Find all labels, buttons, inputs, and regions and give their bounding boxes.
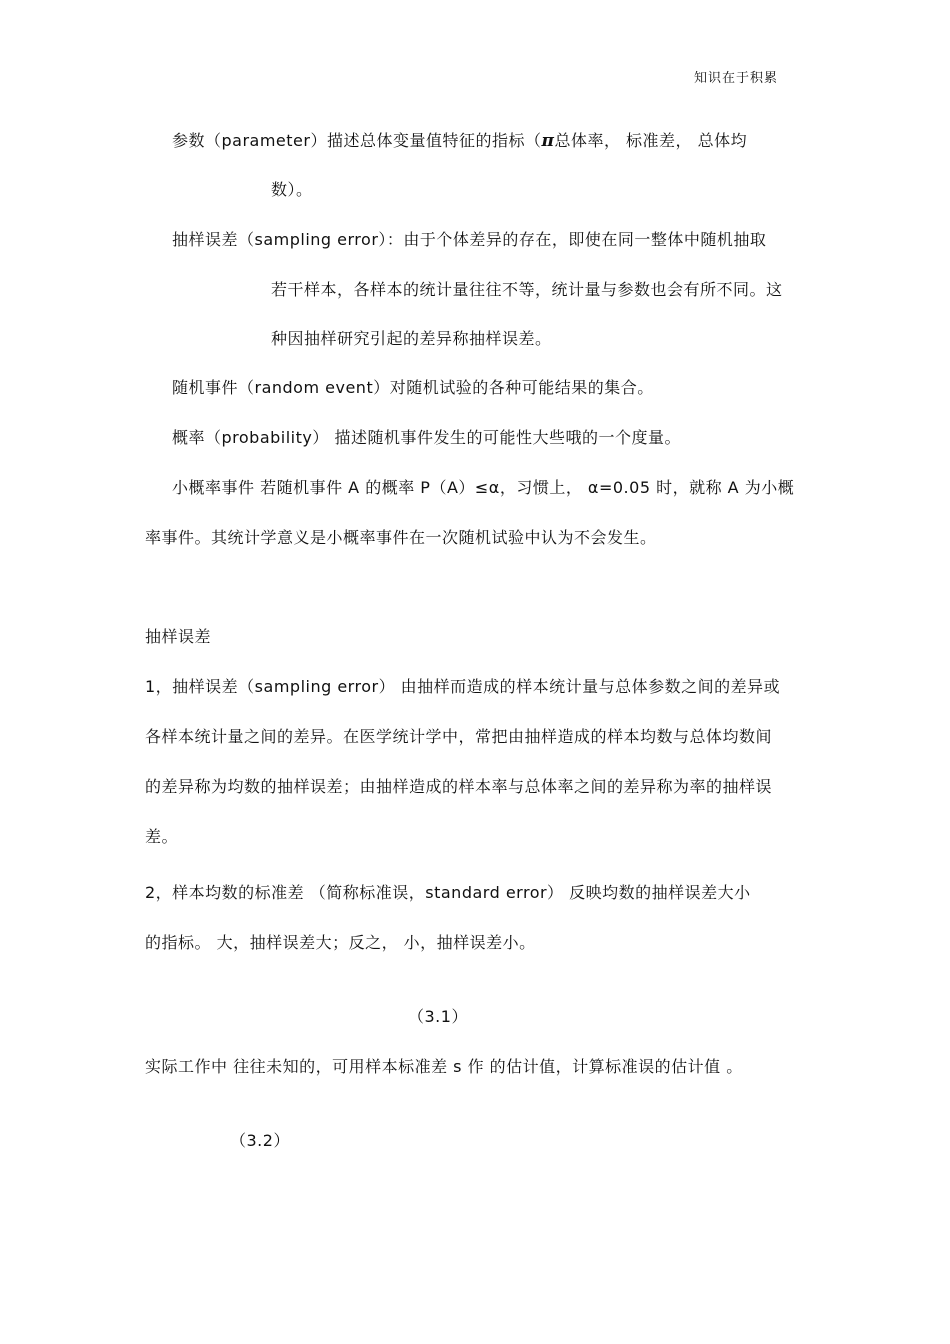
- paragraph-3: 实际工作中 往往未知的，可用样本标准差 s 作 的估计值，计算标准误的估计值 。: [145, 1057, 743, 1076]
- equation-number-3-1: （3.1）: [408, 1007, 468, 1026]
- paragraph-2-line2: 的指标。 大，抽样误差大；反之， 小，抽样误差小。: [145, 933, 536, 952]
- parameter-definition: [172, 130, 747, 152]
- paragraph-2-line1: 2，样本均数的标准差 （简称标准误，standard error） 反映均数的抽样误差大小: [145, 883, 751, 902]
- small-probability-definition: 小概率事件 若随机事件 A 的概率 P（A）≤α，习惯上， α=0.05 时，就称 A 为小概: [172, 478, 795, 497]
- paragraph-1-line1: 1，抽样误差（sampling error） 由抽样而造成的样本统计量与总体参数之间的差异或: [145, 677, 781, 696]
- random-event-definition: 随机事件（random event）对随机试验的各种可能结果的集合。: [172, 378, 654, 397]
- equation-number-3-2: （3.2）: [230, 1131, 290, 1150]
- parameter-term: 参数（parameter）描述总体变量值特征的指标（: [172, 131, 542, 150]
- parameter-examples: 总体率， 标准差， 总体均: [554, 131, 748, 150]
- pi-symbol: π: [541, 131, 555, 151]
- probability-definition: 概率（probability） 描述随机事件发生的可能性大些哦的一个度量。: [172, 428, 681, 447]
- paragraph-1-line4: 差。: [145, 827, 179, 846]
- sampling-error-definition-line2: 若干样本，各样本的统计量往往不等，统计量与参数也会有所不同。这: [271, 280, 783, 299]
- paragraph-1-line2: 各样本统计量之间的差异。在医学统计学中，常把由抽样造成的样本均数与总体均数间: [145, 727, 773, 746]
- sampling-error-definition-line3: 种因抽样研究引起的差异称抽样误差。: [271, 329, 552, 348]
- parameter-definition-cont: 数）。: [271, 180, 313, 199]
- paragraph-1-line3: 的差异称为均数的抽样误差；由抽样造成的样本率与总体率之间的差异称为率的抽样误: [145, 777, 773, 796]
- sampling-error-definition: 抽样误差（sampling error）：由于个体差异的存在，即使在同一整体中随机抽取: [172, 230, 767, 249]
- small-probability-definition-line2: 率事件。其统计学意义是小概率事件在一次随机试验中认为不会发生。: [145, 528, 657, 547]
- page-header: 知识在于积累: [694, 71, 779, 86]
- section-heading: 抽样误差: [145, 627, 212, 646]
